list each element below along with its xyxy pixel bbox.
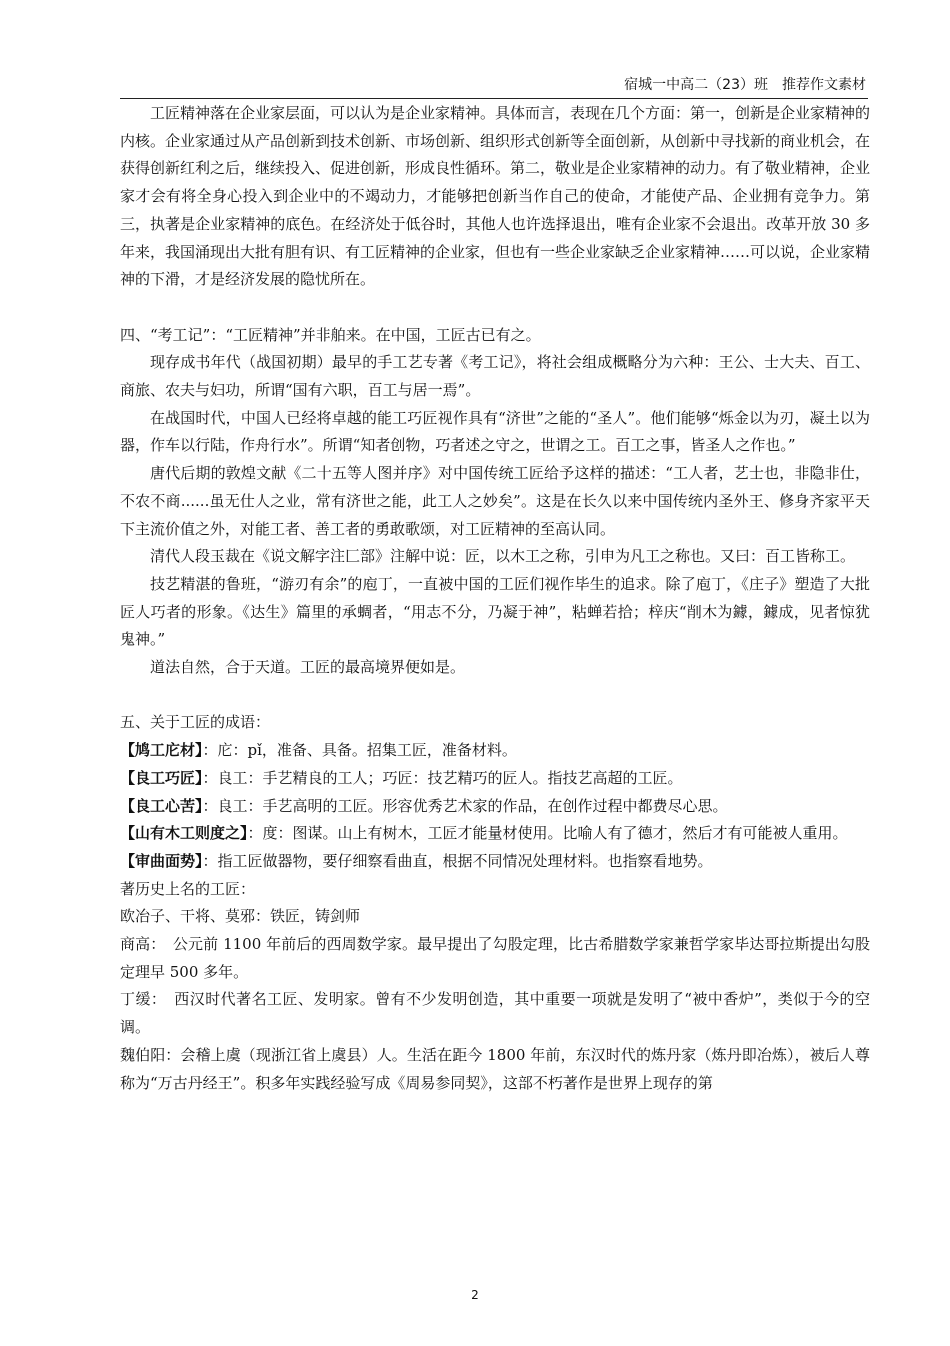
idiom-desc: ：指工匠做器物，要仔细察看曲直，根据不同情况处理材料。也指察看地势。 — [202, 851, 713, 870]
idiom-item — [120, 820, 870, 848]
idiom-term: 【山有木工则度之】 — [120, 824, 248, 843]
famous-craftsman-item: 魏伯阳：会稽上虞（现浙江省上虞县）人。生活在距今 1800 年前，东汉时代的炼丹家（炼丹即冶炼），被后人尊称为“万古丹经王”。积多年实践经验写成《周易参同契》，这部不朽著作是世界上现存的第 — [120, 1045, 870, 1092]
header-title: 宿城一中高二（23）班 推荐作文素材 — [624, 77, 866, 93]
document-body — [120, 100, 870, 1097]
idiom-desc: ：度：图谋。山上有树木，工匠才能量材使用。比喻人有了德才，然后才有可能被人重用。 — [247, 824, 848, 843]
paragraph-dunhuang: 唐代后期的敦煌文献《二十五等人图并序》对中国传统工匠给予这样的描述：“工人者，艺士也，非隐非仕，不农不商......虽无仕人之业，常有济世之能，此工人之妙矣”。这是在长久以来中国传统内圣外王、修身齐家平天下主流价值之外，对能工者、善工者的勇敢歌颂，对工匠精神的至高认同。 — [120, 464, 870, 538]
paragraph-entrepreneur-spirit: 工匠精神落在企业家层面，可以认为是企业家精神。具体而言，表现在几个方面：第一，创新是企业家精神的内核。企业家通过从产品创新到技术创新、市场创新、组织形式创新等全面创新，从创新中寻找新的商业机会，在获得创新红利之后，继续投入、促进创新，形成良性循环。第二，敬业是企业家精神的动力。有了敬业精神，企业家才会有将全身心投入到企业中的不竭动力，才能够把创新当作自己的使命，才能使产品、企业拥有竞争力。第三，执著是企业家精神的底色。在经济处于低谷时，其他人也许选择退出，唯有企业家不会退出。改革开放 30 多年来，我国涌现出大批有胆有识、有工匠精神的企业家，但也有一些企业家缺乏企业家精神……可以说，企业家精神的下滑，才是经济发展的隐忧所在。 — [120, 104, 871, 289]
section-heading-5: 五、关于工匠的成语： — [120, 713, 271, 732]
paragraph-kaogongji: 现存成书年代（战国初期）最早的手工艺专著《考工记》，将社会组成概略分为六种：王公、士大夫、百工、商旅、农夫与妇功，所谓“国有六职，百工与居一焉”。 — [120, 353, 870, 400]
famous-craftsman-item: 丁缓： 西汉时代著名工匠、发明家。曾有不少发明创造，其中重要一项就是发明了“被中香炉”，类似于今的空调。 — [120, 990, 870, 1037]
paragraph-daofa-ziran: 道法自然，合于天道。工匠的最高境界便如是。 — [150, 658, 466, 677]
idiom-term: 【鸠工庀材】 — [120, 741, 203, 760]
paragraph-duan-yucai: 清代人段玉裁在《说文解字注匚部》注解中说：匠，以木工之称，引申为凡工之称也。又曰：百工皆称工。 — [150, 547, 856, 566]
page-number: 2 — [471, 1288, 479, 1302]
famous-craftsman-item: 欧冶子、干将、莫邪：铁匠，铸剑师 — [120, 907, 361, 926]
paragraph-warring-states: 在战国时代，中国人已经将卓越的能工巧匠视作具有“济世”之能的“圣人”。他们能够“烁金以为刃，凝土以为器，作车以行陆，作舟行水”。所谓“知者创物，巧者述之守之，世谓之工。百工之事，皆圣人之作也。” — [120, 408, 870, 455]
idiom-term: 【审曲面势】 — [120, 851, 203, 870]
blank-line — [120, 294, 870, 322]
idiom-item — [120, 793, 870, 821]
idiom-item — [120, 848, 870, 876]
blank-line — [120, 682, 870, 710]
idiom-item — [120, 737, 870, 765]
paragraph-luban-zhuangzi: 技艺精湛的鲁班，“游刃有余”的庖丁，一直被中国的工匠们视作毕生的追求。除了庖丁，《庄子》塑造了大批匠人巧者的形象。《达生》篇里的承蜩者，“用志不分，乃凝于神”，粘蝉若拾；梓庆“削木为鐻，鐻成，见者惊犹鬼神。” — [120, 574, 870, 649]
idiom-term: 【良工巧匠】 — [120, 768, 203, 787]
section-heading-4: 四、“考工记”：“工匠精神”并非舶来。在中国，工匠古已有之。 — [120, 325, 541, 344]
idiom-desc: ：良工：手艺精良的工人；巧匠：技艺精巧的匠人。指技艺高超的工匠。 — [202, 768, 683, 787]
idiom-item — [120, 765, 870, 793]
idiom-desc: ：庀：pǐ，准备、具备。招集工匠，准备材料。 — [202, 741, 517, 760]
idiom-term: 【良工心苦】 — [120, 796, 203, 815]
famous-craftsmen-heading: 著历史上名的工匠： — [120, 879, 256, 898]
page-header — [120, 76, 868, 99]
famous-craftsman-item: 商高： 公元前 1100 年前后的西周数学家。最早提出了勾股定理，比古希腊数学家兼哲学家毕达哥拉斯提出勾股定理早 500 多年。 — [120, 935, 870, 981]
idiom-desc: ：良工：手艺高明的工匠。形容优秀艺术家的作品，在创作过程中都费尽心思。 — [202, 796, 728, 815]
